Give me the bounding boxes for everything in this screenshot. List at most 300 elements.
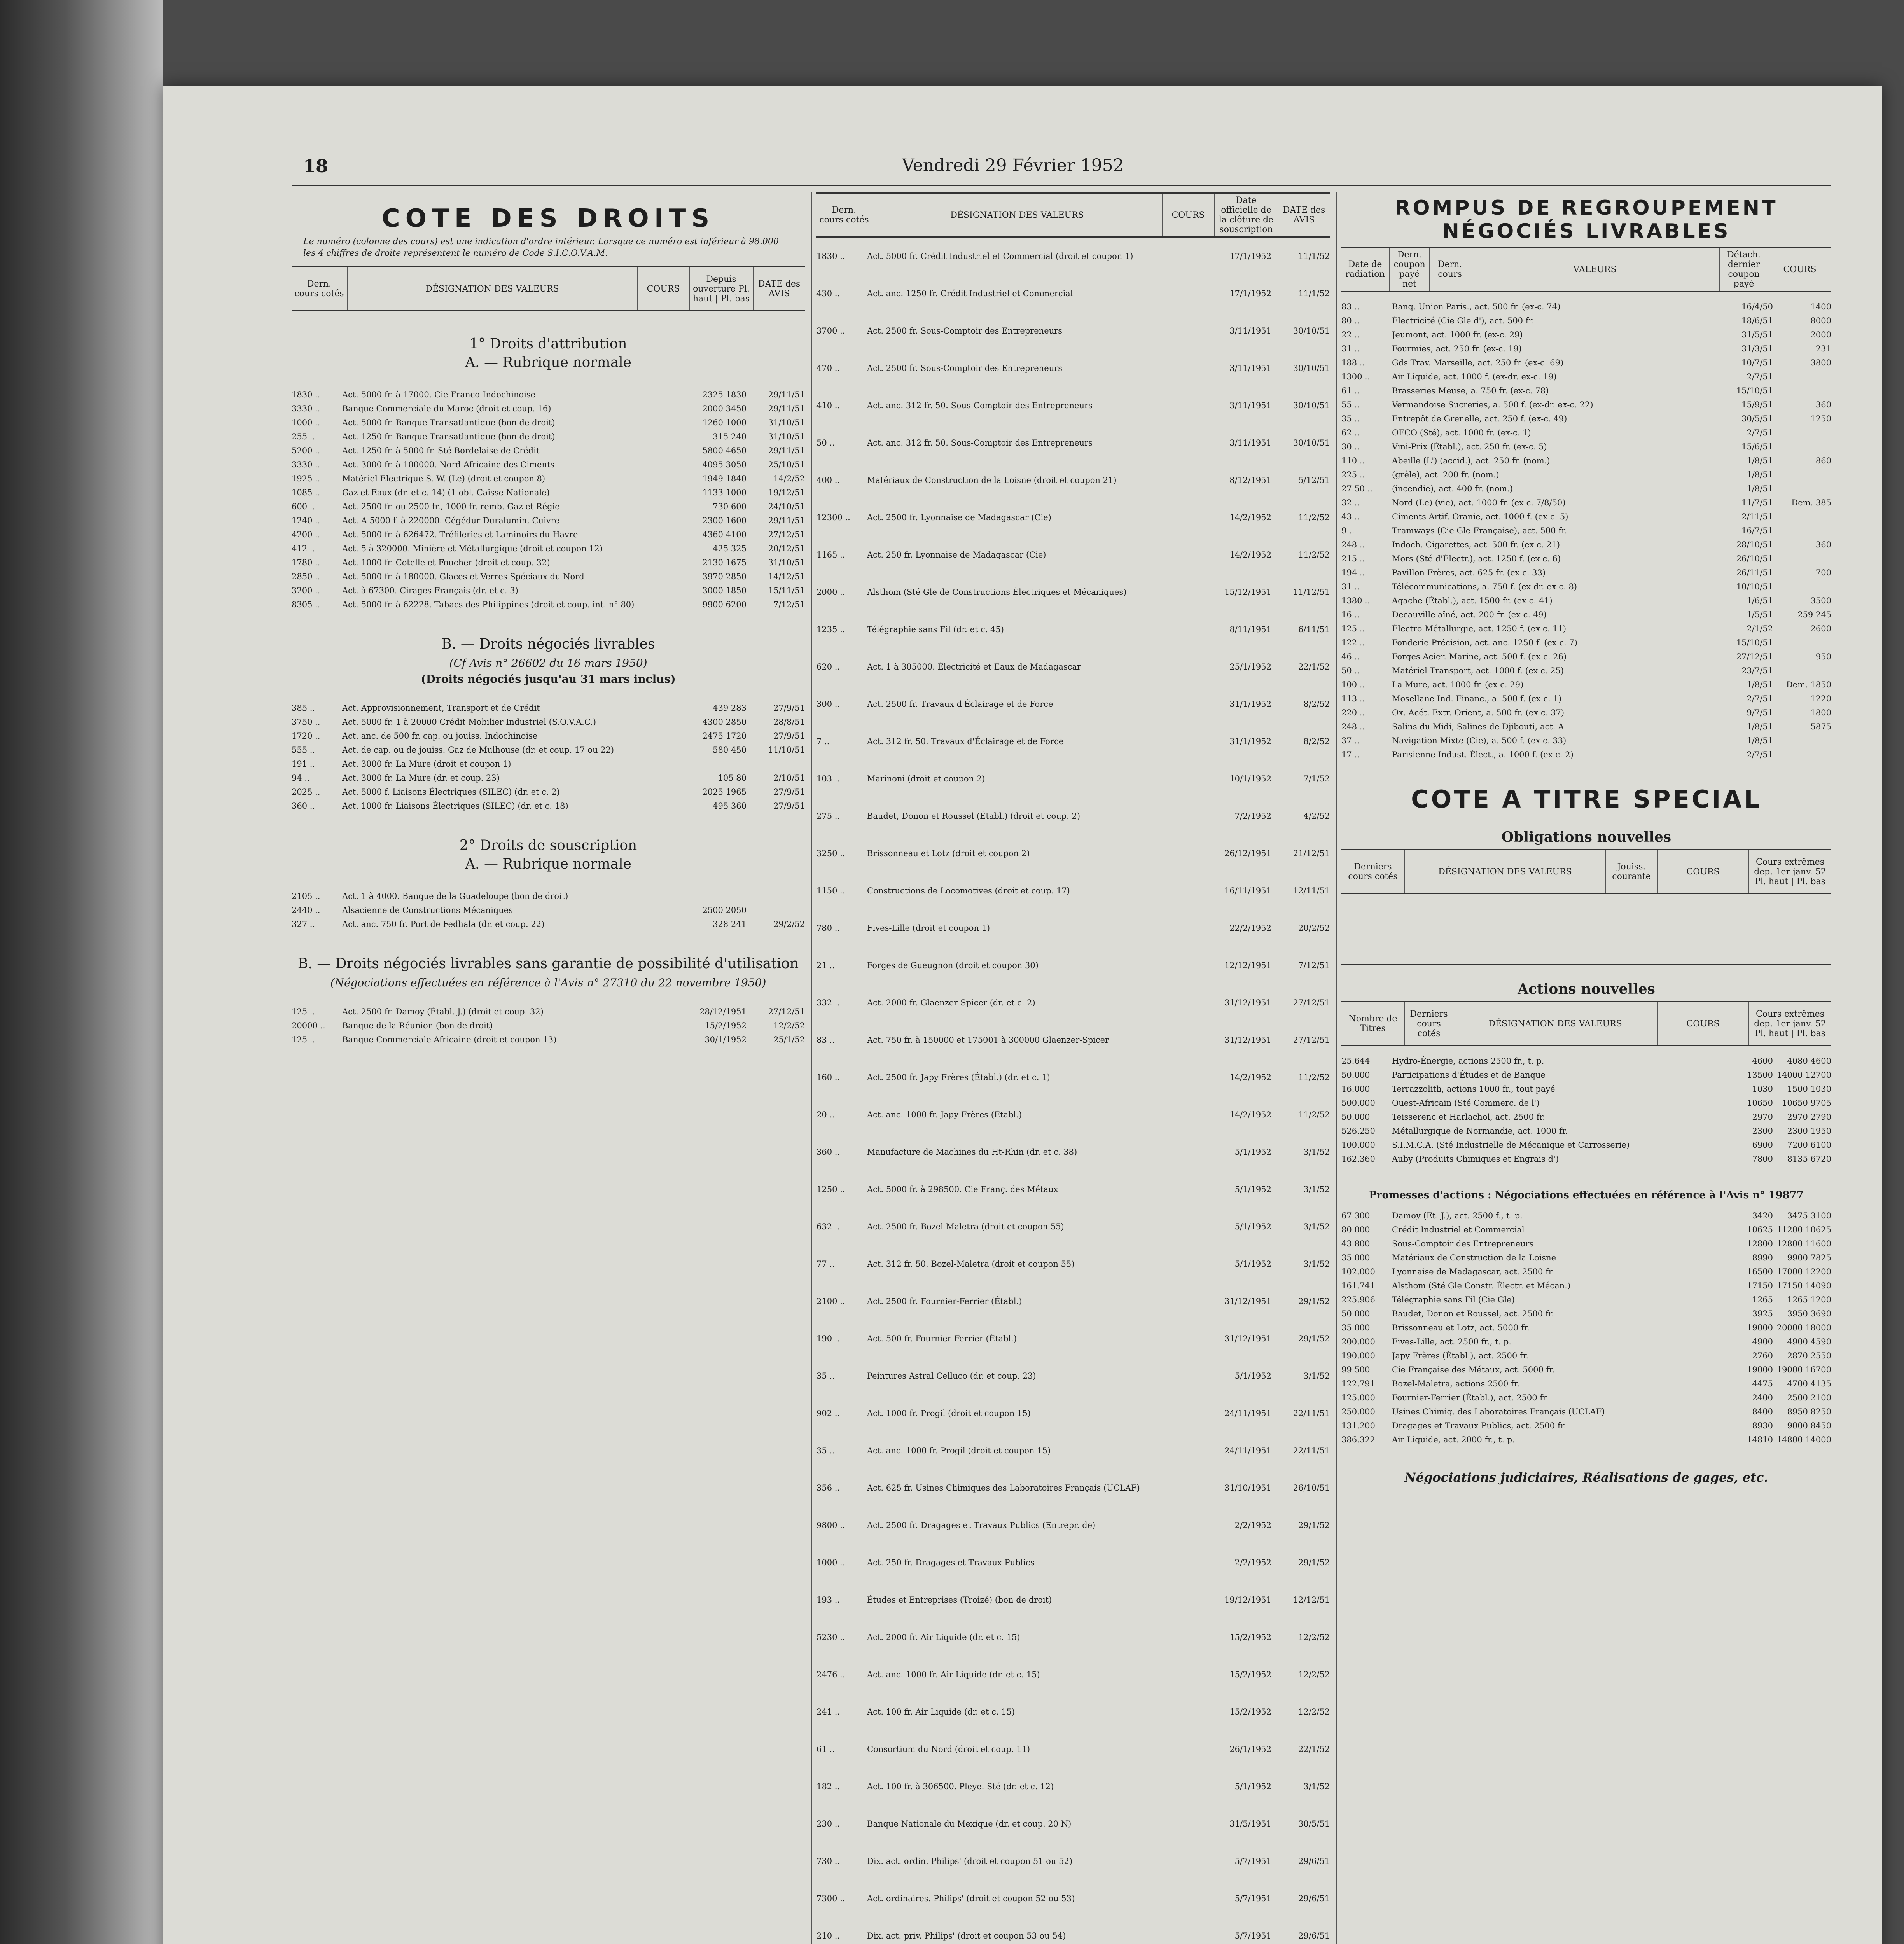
row-label: Peintures Astral Celluco (dr. et coup. 23) xyxy=(867,1371,1036,1381)
row-date: 1780 .. xyxy=(292,558,320,567)
row-avis: 25/10/51 xyxy=(768,460,805,469)
row-avis: 22/1/52 xyxy=(1298,1745,1330,1754)
row-value: 3970 2850 xyxy=(702,572,747,581)
row-avis: 29/6/51 xyxy=(1298,1931,1330,1941)
row-label: Jeumont, act. 1000 fr. (ex-c. 29) xyxy=(1392,330,1523,339)
section-subheading: (Cf Avis n° 26602 du 16 mars 1950) xyxy=(449,657,647,670)
section-heading: B. — Droits négociés livrables sans garantie de possibilité d'utilisation xyxy=(297,956,799,972)
row-date: 94 .. xyxy=(292,773,310,783)
row-value: 8400 xyxy=(1752,1407,1773,1416)
col-header: Nombre de Titres xyxy=(1341,1002,1405,1045)
col-header: Jouiss. courante xyxy=(1606,850,1658,893)
row-value: 2325 1830 xyxy=(702,390,747,399)
table-row xyxy=(1341,342,1831,356)
row-value: 15/10/51 xyxy=(1736,386,1773,395)
row-avis: 3800 xyxy=(1810,358,1831,367)
row-avis: 30/5/51 xyxy=(1298,1819,1330,1829)
row-date: 2025 .. xyxy=(292,787,320,797)
section-heading: 2° Droits de souscription xyxy=(459,837,637,853)
row-label: Navigation Mixte (Cie), a. 500 f. (ex-c. 33) xyxy=(1392,736,1567,745)
row-value: 9900 6200 xyxy=(702,600,747,609)
row-avis xyxy=(1773,482,1831,496)
row-value: 315 240 xyxy=(713,432,747,441)
row-value: 23/7/51 xyxy=(1741,666,1773,675)
row-avis: 3950 3690 xyxy=(1787,1309,1831,1318)
table-row xyxy=(816,622,1330,660)
row-avis: 27/9/51 xyxy=(773,787,805,797)
row-label: Act. 3000 fr. à 100000. Nord-Africaine des Ciments xyxy=(342,460,555,469)
table-row xyxy=(816,1294,1330,1332)
row-avis: 29/11/51 xyxy=(768,390,805,399)
table-row xyxy=(816,921,1330,958)
row-date: 225 .. xyxy=(1341,470,1365,479)
table-row xyxy=(1341,496,1831,510)
section-note: (Droits négociés jusqu'au 31 mars inclus) xyxy=(421,673,676,685)
row-label: Entrepôt de Grenelle, act. 250 f. (ex-c. 49) xyxy=(1392,414,1567,423)
row-value: 5/7/1951 xyxy=(1234,1857,1271,1866)
row-value: 1030 xyxy=(1752,1084,1773,1094)
table-row xyxy=(292,729,805,743)
row-avis xyxy=(1773,552,1831,566)
row-date: 35 .. xyxy=(816,1371,835,1381)
row-label: Act. 2500 fr. Fournier-Ferrier (Établ.) xyxy=(867,1297,1022,1306)
row-avis: 27/12/51 xyxy=(1293,998,1330,1007)
col-header: DÉSIGNATION DES VALEURS xyxy=(872,194,1163,236)
row-avis: 29/6/51 xyxy=(1298,1894,1330,1903)
table-row xyxy=(1341,720,1831,734)
table-row xyxy=(816,548,1330,585)
row-avis: 11/2/52 xyxy=(1298,550,1330,559)
row-label: Act. anc. 312 fr. 50. Sous-Comptoir des Entrepreneurs xyxy=(867,438,1093,448)
row-avis: 29/11/51 xyxy=(768,404,805,413)
table-row xyxy=(1341,1293,1831,1307)
row-date: 125 .. xyxy=(292,1035,315,1044)
row-date: 122 .. xyxy=(1341,638,1365,647)
row-avis: 24/10/51 xyxy=(768,502,805,511)
row-label: Métallurgique de Normandie, act. 1000 fr. xyxy=(1392,1126,1568,1136)
row-value: 3/11/1951 xyxy=(1229,401,1271,410)
table-row xyxy=(816,249,1330,287)
table-row xyxy=(1341,650,1831,664)
row-date: 3330 .. xyxy=(292,404,320,413)
row-label: Act. 1000 fr. Progil (droit et coupon 15) xyxy=(867,1409,1031,1418)
table-row xyxy=(816,1108,1330,1145)
row-value: 19/12/1951 xyxy=(1224,1595,1271,1605)
row-avis: 14/2/52 xyxy=(773,474,805,483)
obligations-title: Obligations nouvelles xyxy=(1501,829,1671,845)
row-avis: 2300 1950 xyxy=(1787,1126,1831,1136)
row-date: 225.906 xyxy=(1341,1295,1375,1304)
row-value: 15/2/1952 xyxy=(1229,1633,1271,1642)
table-row xyxy=(1341,468,1831,482)
row-value: 2/7/51 xyxy=(1747,428,1773,437)
row-avis: 1500 1030 xyxy=(1787,1084,1831,1094)
table-row xyxy=(1341,1237,1831,1251)
row-avis: 11/2/52 xyxy=(1298,1110,1330,1119)
table-row xyxy=(1341,1405,1831,1419)
row-date: 2100 .. xyxy=(816,1297,845,1306)
row-value: 28/12/1951 xyxy=(699,1007,747,1016)
row-avis: 7/12/51 xyxy=(773,600,805,609)
row-avis: 2000 xyxy=(1810,330,1831,339)
row-avis: 4/2/52 xyxy=(1303,811,1330,821)
row-value: 14/2/1952 xyxy=(1229,513,1271,522)
table-row xyxy=(1341,706,1831,720)
row-value: 16500 xyxy=(1747,1267,1773,1276)
row-avis: 27/12/51 xyxy=(768,530,805,539)
row-label: Ox. Acét. Extr.-Orient, a. 500 fr. (ex-c. 37) xyxy=(1392,708,1565,717)
row-avis: 11/10/51 xyxy=(768,745,805,755)
table-row xyxy=(1341,1391,1831,1405)
row-value: 5/1/1952 xyxy=(1234,1147,1271,1157)
col-header: COURS xyxy=(1163,194,1215,236)
row-date: 3700 .. xyxy=(816,326,845,336)
row-label: Agache (Établ.), act. 1500 fr. (ex-c. 41) xyxy=(1392,596,1553,605)
row-avis: 2870 2550 xyxy=(1787,1351,1831,1360)
col-header: Derniers cours cotés xyxy=(1341,850,1405,893)
row-avis: 11/2/52 xyxy=(1298,1073,1330,1082)
row-date: 780 .. xyxy=(816,923,840,933)
row-label: Brasseries Meuse, a. 750 fr. (ex-c. 78) xyxy=(1392,386,1549,395)
table-row xyxy=(1341,1433,1831,1447)
table-row xyxy=(1341,1419,1831,1433)
table-row xyxy=(1341,1335,1831,1349)
row-value: 14/2/1952 xyxy=(1229,1110,1271,1119)
row-avis: 11/12/51 xyxy=(1293,587,1330,597)
row-label: Salins du Midi, Salines de Djibouti, act. A xyxy=(1392,722,1564,731)
row-date: 190.000 xyxy=(1341,1351,1375,1360)
row-avis: 9900 7825 xyxy=(1787,1253,1831,1262)
row-avis xyxy=(1773,510,1831,524)
row-label: Act. anc. 1000 fr. Japy Frères (Établ.) xyxy=(867,1110,1022,1119)
row-label: Banque Nationale du Mexique (dr. et coup. 20 N) xyxy=(867,1819,1072,1829)
table-row xyxy=(816,1854,1330,1892)
table-row xyxy=(1341,482,1831,496)
row-date: 43 .. xyxy=(1341,512,1360,521)
table-row xyxy=(816,1033,1330,1070)
table-row xyxy=(816,846,1330,884)
left-note: Le numéro (colonne des cours) est une indication d'ordre intérieur. Lorsque ce numéro est inférieur à 98.000 les 4 chiffres de droite représentent le numéro de Code S.I.C.O.V.A.M. xyxy=(303,237,779,258)
row-label: S.I.M.C.A. (Sté Industrielle de Mécanique et Carrosserie) xyxy=(1392,1140,1630,1150)
row-value: 2/2/1952 xyxy=(1234,1558,1271,1567)
table-row xyxy=(1341,1265,1831,1279)
row-date: 210 .. xyxy=(816,1931,840,1941)
row-avis: 9000 8450 xyxy=(1787,1421,1831,1430)
row-avis: 27/12/51 xyxy=(768,1007,805,1016)
table-row xyxy=(292,388,805,402)
table-row xyxy=(1341,1152,1831,1166)
row-avis: 1250 xyxy=(1810,414,1831,423)
table-row xyxy=(816,734,1330,772)
table-row xyxy=(816,1145,1330,1182)
row-date: 1300 .. xyxy=(1341,372,1370,381)
row-avis: 30/10/51 xyxy=(1293,326,1330,336)
table-row xyxy=(1341,510,1831,524)
row-date: 7 .. xyxy=(816,737,830,746)
row-value: 1133 1000 xyxy=(702,488,747,497)
row-label: Teisserenc et Harlachol, act. 2500 fr. xyxy=(1392,1112,1545,1122)
table-row xyxy=(292,771,805,785)
row-value: 1/8/51 xyxy=(1747,484,1773,493)
row-label: Participations d'Études et de Banque xyxy=(1392,1070,1546,1080)
row-label: Banq. Union Paris., act. 500 fr. (ex-c. 74) xyxy=(1392,302,1561,311)
row-label: Act. 312 fr. 50. Travaux d'Éclairage et de Force xyxy=(867,737,1064,746)
row-avis xyxy=(1773,440,1831,454)
table-row xyxy=(816,436,1330,473)
row-value: 7/2/1952 xyxy=(1234,811,1271,821)
row-label: Télégraphie sans Fil (dr. et c. 45) xyxy=(867,625,1004,634)
row-value: 730 600 xyxy=(713,502,747,511)
row-label: Act. 2500 fr. Sous-Comptoir des Entrepreneurs xyxy=(867,326,1062,336)
row-date: 9800 .. xyxy=(816,1521,845,1530)
row-date: 61 .. xyxy=(1341,386,1360,395)
row-avis: 14/12/51 xyxy=(768,572,805,581)
right-column-headers xyxy=(1341,247,1831,292)
row-date: 80 .. xyxy=(1341,316,1360,325)
row-label: Act. 2000 fr. Air Liquide (dr. et c. 15) xyxy=(867,1633,1020,1642)
row-label: Act. 5000 f. Liaisons Électriques (SILEC) (dr. et c. 2) xyxy=(342,787,560,797)
row-avis: 3500 xyxy=(1810,596,1831,605)
row-date: 360 .. xyxy=(292,801,315,811)
row-avis: 8000 xyxy=(1810,316,1831,325)
row-value: 8990 xyxy=(1752,1253,1773,1262)
table-row xyxy=(1341,734,1831,748)
row-avis: 860 xyxy=(1815,456,1831,465)
table-row xyxy=(1341,398,1831,412)
row-label: Baudet, Donon et Roussel, act. 2500 fr. xyxy=(1392,1309,1554,1318)
row-date: 1085 .. xyxy=(292,488,320,497)
table-row xyxy=(1341,1349,1831,1363)
row-label: La Mure, act. 1000 fr. (ex-c. 29) xyxy=(1392,680,1524,689)
row-label: Act. 5000 fr. Banque Transatlantique (bon de droit) xyxy=(342,418,555,427)
row-avis: 17150 14090 xyxy=(1776,1281,1831,1290)
table-row xyxy=(292,715,805,729)
row-value: 12800 xyxy=(1747,1239,1773,1248)
row-avis: 22/11/51 xyxy=(1293,1446,1330,1455)
row-avis: 3/1/52 xyxy=(1303,1259,1330,1269)
row-date: 194 .. xyxy=(1341,568,1365,577)
row-label: Act. anc. 1000 fr. Air Liquide (dr. et c. 15) xyxy=(867,1670,1040,1679)
table-row xyxy=(1341,1251,1831,1265)
row-date: 386.322 xyxy=(1341,1435,1375,1444)
table-row xyxy=(292,799,805,813)
table-row xyxy=(292,458,805,472)
row-label: Terrazzolith, actions 1000 fr., tout payé xyxy=(1392,1084,1555,1094)
row-value: 425 325 xyxy=(713,544,747,553)
row-label: (incendie), act. 400 fr. (nom.) xyxy=(1392,484,1513,493)
page-date: Vendredi 29 Février 1952 xyxy=(902,156,1124,175)
col-header: DÉSIGNATION DES VALEURS xyxy=(1405,850,1606,893)
row-avis: 8/2/52 xyxy=(1303,699,1330,709)
table-row xyxy=(816,1070,1330,1108)
row-date: 620 .. xyxy=(816,662,840,671)
row-avis: 3475 3100 xyxy=(1787,1211,1831,1220)
row-value: 19000 xyxy=(1747,1323,1773,1332)
row-value: 2300 1600 xyxy=(702,516,747,525)
row-label: Marinoni (droit et coupon 2) xyxy=(867,774,985,783)
row-label: Act. 100 fr. Air Liquide (dr. et c. 15) xyxy=(867,1707,1015,1717)
table-row xyxy=(816,1929,1330,1944)
row-label: Act. 1000 fr. Liaisons Électriques (SILEC) (dr. et c. 18) xyxy=(342,801,568,811)
row-avis: 11/1/52 xyxy=(1298,252,1330,261)
row-label: Fives-Lille (droit et coupon 1) xyxy=(867,923,990,933)
row-date: 122.791 xyxy=(1341,1379,1375,1388)
row-date: 99.500 xyxy=(1341,1365,1370,1374)
row-value: 105 80 xyxy=(718,773,747,783)
row-label: Hydro-Énergie, actions 2500 fr., t. p. xyxy=(1392,1056,1544,1066)
row-label: Sous-Comptoir des Entrepreneurs xyxy=(1392,1239,1534,1248)
row-date: 220 .. xyxy=(1341,708,1365,717)
row-date: 160 .. xyxy=(816,1073,840,1082)
row-value: 1/8/51 xyxy=(1747,736,1773,745)
row-value: 1260 1000 xyxy=(702,418,747,427)
row-value: 30/5/51 xyxy=(1741,414,1773,423)
table-row xyxy=(816,1332,1330,1369)
table-row xyxy=(816,772,1330,809)
col-header: DATE des AVIS xyxy=(758,279,801,299)
row-label: Act. 1000 fr. Cotelle et Foucher (droit et coup. 32) xyxy=(342,558,550,567)
table-row xyxy=(292,472,805,486)
row-avis: 29/1/52 xyxy=(1298,1521,1330,1530)
table-row xyxy=(1341,1279,1831,1293)
table-row xyxy=(1341,300,1831,314)
row-value: 439 283 xyxy=(713,703,747,713)
row-label: Act. A 5000 f. à 220000. Cégédur Duralumin, Cuivre xyxy=(342,516,560,525)
row-avis xyxy=(747,903,805,917)
row-avis xyxy=(1773,426,1831,440)
col-header: Détach. dernier coupon payé xyxy=(1720,248,1768,291)
row-date: 412 .. xyxy=(292,544,315,553)
table-row xyxy=(1341,1082,1831,1096)
row-label: Ouest-Africain (Sté Commerc. de l') xyxy=(1392,1098,1540,1108)
row-avis: 7/1/52 xyxy=(1303,774,1330,783)
table-row xyxy=(1341,594,1831,608)
row-date: 4200 .. xyxy=(292,530,320,539)
row-label: Fives-Lille, act. 2500 fr., t. p. xyxy=(1392,1337,1511,1346)
row-date: 80.000 xyxy=(1341,1225,1370,1234)
row-date: 2476 .. xyxy=(816,1670,845,1679)
row-label: Électro-Métallurgie, act. 1250 f. (ex-c. 11) xyxy=(1392,624,1567,633)
row-date: 21 .. xyxy=(816,961,835,970)
row-label: Act. 2500 fr. ou 2500 fr., 1000 fr. remb. Gaz et Régie xyxy=(342,502,560,511)
table-row xyxy=(1341,748,1831,762)
row-date: 2105 .. xyxy=(292,892,320,901)
row-date: 1830 .. xyxy=(292,390,320,399)
row-value: 26/1/1952 xyxy=(1229,1745,1271,1754)
row-value: 5/1/1952 xyxy=(1234,1222,1271,1231)
row-value: 4360 4100 xyxy=(702,530,747,539)
table-row xyxy=(292,514,805,528)
section-subheading: A. — Rubrique normale xyxy=(465,856,631,872)
row-date: 113 .. xyxy=(1341,694,1365,703)
footer-note: Négociations judiciaires, Réalisations de gages, etc. xyxy=(1404,1470,1768,1485)
row-value: 5/1/1952 xyxy=(1234,1782,1271,1791)
row-date: 35 .. xyxy=(816,1446,835,1455)
right-title: ROMPUS DE REGROUPEMENT NÉGOCIÉS LIVRABLES xyxy=(1395,196,1778,243)
row-value: 11/7/51 xyxy=(1741,498,1773,507)
row-date: 526.250 xyxy=(1341,1126,1375,1136)
row-label: Act. 312 fr. 50. Bozel-Maletra (droit et coupon 55) xyxy=(867,1259,1075,1269)
row-date: 2000 .. xyxy=(816,587,845,597)
row-label: Lyonnaise de Madagascar, act. 2500 fr. xyxy=(1392,1267,1554,1276)
table-row xyxy=(292,1019,805,1033)
row-date: 188 .. xyxy=(1341,358,1365,367)
row-avis xyxy=(1773,468,1831,482)
row-date: 125 .. xyxy=(1341,624,1365,633)
row-value: 2025 1965 xyxy=(702,787,747,797)
col-header: Cours extrêmes dep. 1er janv. 52 Pl. haut | Pl. bas xyxy=(1754,1009,1826,1038)
row-label: Act. de cap. ou de jouiss. Gaz de Mulhouse (dr. et coup. 17 ou 22) xyxy=(342,745,614,755)
row-value: 580 450 xyxy=(713,745,747,755)
row-label: Act. 5000 fr. à 298500. Cie Franç. des Métaux xyxy=(867,1185,1058,1194)
row-avis: 1800 xyxy=(1810,708,1831,717)
row-label: Act. 5000 fr. à 17000. Cie Franco-Indochinoise xyxy=(342,390,536,399)
table-row xyxy=(292,570,805,584)
row-date: 275 .. xyxy=(816,811,840,821)
table-row xyxy=(816,1369,1330,1406)
row-value: 1/5/51 xyxy=(1747,610,1773,619)
col-header: Derniers cours cotés xyxy=(1405,1002,1453,1045)
row-value: 3/11/1951 xyxy=(1229,438,1271,448)
row-label: Forges Acier. Marine, act. 500 f. (ex-c. 26) xyxy=(1392,652,1567,661)
table-row xyxy=(1341,440,1831,454)
row-value: 5/7/1951 xyxy=(1234,1931,1271,1941)
row-label: Act. anc. 1000 fr. Progil (droit et coupon 15) xyxy=(867,1446,1051,1455)
table-row xyxy=(1341,1138,1831,1152)
row-value: 1/8/51 xyxy=(1747,456,1773,465)
row-date: 61 .. xyxy=(816,1745,835,1754)
table-rows xyxy=(1341,1054,1831,1166)
table-row xyxy=(816,1406,1330,1444)
row-label: Act. 2000 fr. Glaenzer-Spicer (dr. et c. 2) xyxy=(867,998,1035,1007)
row-date: 17 .. xyxy=(1341,750,1360,759)
table-rows xyxy=(816,249,1330,1944)
row-value: 1949 1840 xyxy=(702,474,747,483)
row-label: Vermandoise Sucreries, a. 500 f. (ex-dr. ex-c. 22) xyxy=(1392,400,1593,409)
row-avis: 3/1/52 xyxy=(1303,1371,1330,1381)
table-row xyxy=(1341,1321,1831,1335)
row-value: 5/1/1952 xyxy=(1234,1185,1271,1194)
table-row xyxy=(816,585,1330,622)
row-label: Act. 5000 fr. à 62228. Tabacs des Philippines (droit et coup. int. n° 80) xyxy=(342,600,635,609)
row-label: Usines Chimiq. des Laboratoires Français (UCLAF) xyxy=(1392,1407,1605,1416)
table-row xyxy=(1341,552,1831,566)
row-avis: 4700 4135 xyxy=(1787,1379,1831,1388)
row-label: Act. 2500 fr. Sous-Comptoir des Entrepreneurs xyxy=(867,364,1062,373)
row-avis: 12/2/52 xyxy=(1298,1707,1330,1717)
row-value: 328 241 xyxy=(713,920,747,929)
row-value: 2/7/51 xyxy=(1747,694,1773,703)
table-row xyxy=(816,287,1330,324)
table-row xyxy=(1341,580,1831,594)
table-row xyxy=(292,1005,805,1019)
row-label: Act. 100 fr. à 306500. Pleyel Sté (dr. et c. 12) xyxy=(867,1782,1054,1791)
row-date: 161.741 xyxy=(1341,1281,1375,1290)
row-avis: 4080 4600 xyxy=(1787,1056,1831,1066)
row-avis: 27/9/51 xyxy=(773,703,805,713)
row-label: Mors (Sté d'Électr.), act. 1250 f. (ex-c. 6) xyxy=(1392,554,1561,563)
table-row xyxy=(816,1630,1330,1668)
row-date: 3200 .. xyxy=(292,586,320,595)
row-avis: 8950 8250 xyxy=(1787,1407,1831,1416)
table-row xyxy=(292,444,805,458)
row-date: 50 .. xyxy=(816,438,835,448)
actions-headers xyxy=(1341,1001,1831,1046)
row-avis: 10650 9705 xyxy=(1782,1098,1831,1108)
row-label: Pavillon Frères, act. 625 fr. (ex-c. 33) xyxy=(1392,568,1546,577)
row-label: Alsthom (Sté Gle de Constructions Électriques et Mécaniques) xyxy=(867,587,1127,597)
row-date: 16.000 xyxy=(1341,1084,1370,1094)
